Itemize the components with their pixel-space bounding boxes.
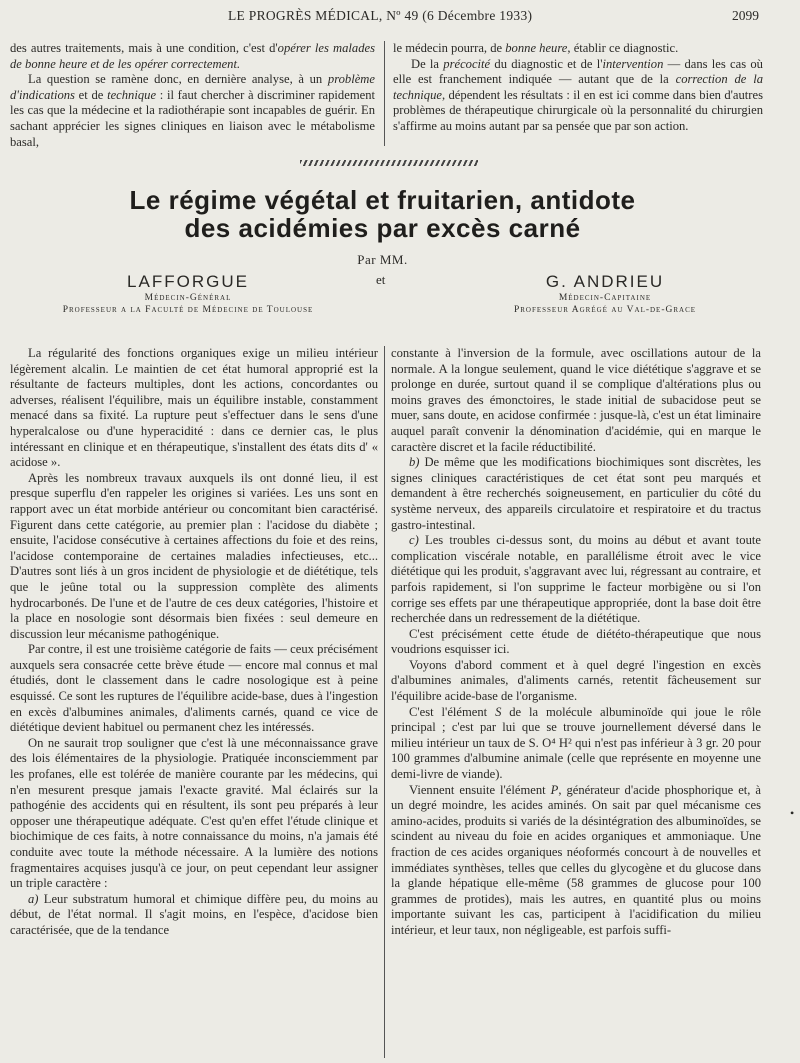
author-position: Professeur Agrégé au Val-de-Grace	[513, 305, 697, 315]
paragraph: Après les nombreux travaux auxquels ils ont donné lieu, il est presque superflu d'en rappeler les origines si variées. Les uns sont en rapport avec un état morbide antérieur ou concomitant bien caractérisé. Figurent dans cette catégorie, au premier plan : l'acidose du diabète ; ensuite, l'acidose consécutive à certaines affections du foie et des reins, l'acidose contemporaine de certaines maladies infectieuses, etc... D'autres sont liés à un gros incident de physiologie et de diététique, tels que le jeûne total ou la suppression complète des aliments hydrocarbonés. De l'une et de l'autre de ces deux catégories, l'histoire et la place en nosologie sont désormais bien fixées : seul demeure en discussion leur mécanisme pathogénique.	[10, 470, 378, 641]
author-andrieu	[445, 272, 765, 316]
column-divider	[384, 41, 385, 146]
byline-intro: Par MM.	[357, 252, 408, 267]
byline-and: et	[376, 272, 386, 287]
paragraph: La question se ramène donc, en dernière analyse, à un problème d'indications et de technique : il faut chercher à discriminer rapidement les cas que la médecine et la radiothérapie sont incapables de guérir. En sachant apprécier les signes cliniques en liaison avec le métabolisme basal,	[10, 72, 375, 149]
paragraph: Par contre, il est une troisième catégorie de faits — ceux précisément auxquels sera consacrée cette brève étude — encore mal connus et mal étudiés, dont le classement dans le cadre nosologique est à peine esquissé. Ce sont les ruptures de l'équilibre acide-base, dues à l'ingestion en excès d'albumines animales, d'aliments carnés, quand ce vice de diététique devient habituel ou permanent chez les intéressés.	[10, 642, 378, 735]
article-left-column	[10, 346, 378, 939]
previous-article-left-column	[10, 41, 375, 150]
author-name: G. ANDRIEU	[545, 272, 665, 291]
paragraph: b) De même que les modifications biochimiques sont discrètes, les signes cliniques caractéristiques de cet état sont peu marqués et demandent à être recherchés soigneusement, en particulier du côté du système nerveux, des appareils circulatoire et respiratoire et du tractus gastro-intestinal.	[391, 455, 761, 532]
paragraph: C'est précisément cette étude de diététo-thérapeutique que nous voudrions esquisser ici.	[391, 626, 761, 657]
page-number: 2099	[732, 8, 759, 23]
paragraph: constante à l'inversion de la formule, avec oscillations autour de la normale. A la longue seulement, quand le vice diététique s'aggrave et se prolonge en durée, surtout quand il se complique d'altérations plus ou moins graves des émonctoires, le stade initial de subacidose peut se muer, sans doute, en acidose confirmée : jusque-là, c'est un état liminaire auquel paraît convenir la dénomination d'acidémie, qui en marque le caractère discret et la facile réductibilité.	[391, 346, 761, 454]
author-position: Professeur a la Faculté de Médecine de Toulouse	[62, 305, 314, 315]
author-name: LAFFORGUE	[127, 272, 249, 291]
section-ornament	[300, 160, 478, 166]
article-title: Le régime végétal et fruitarien, antidote des acidémies par excès carné	[129, 185, 636, 243]
article-right-column	[391, 346, 761, 939]
author-rank: Médecin-Général	[144, 293, 232, 303]
paragraph: C'est l'élément S de la molécule albuminoïde qui joue le rôle principal ; c'est par lui que se trouve journellement déversé dans le milieu intérieur un taux de S. O⁴ H² qui n'est pas inférieur à 3 gr. 20 pour 100 grammes d'albumine animale (celle que représente en moyenne une demi-livre de viande).	[391, 704, 761, 782]
previous-article-right-column	[393, 41, 763, 135]
margin-mark: •	[790, 806, 795, 820]
paragraph: a) Leur substratum humoral et chimique diffère peu, du moins au début, de l'état normal. Il s'agit moins, en l'espèce, d'acidose bien caractérisée, que de la tendance	[10, 891, 378, 937]
paragraph: des autres traitements, mais à une condition, c'est d'opérer les malades de bonne heure et de les opérer correctement.	[10, 41, 375, 71]
paragraph: La régularité des fonctions organiques exige un milieu intérieur légèrement alcalin. Le maintien de cet état humoral approprié est la résultante de facteurs multiples, dont les actions, concordantes ou adverses, réalisent l'équilibre, mais un équilibre instable, constamment menacé dans sa fixité. La rupture peut s'effectuer dans le sens d'une hyperalcalose ou d'une hyperacidité : dans ce dernier cas, le plus intéressant en clinique et en thérapeutique, s'installent des états dits d' « acidose ».	[10, 346, 378, 470]
paragraph: le médecin pourra, de bonne heure, établir ce diagnostic.	[393, 41, 679, 55]
page-header	[0, 4, 800, 28]
column-divider	[384, 346, 385, 1058]
running-title: LE PROGRÈS MÉDICAL, Nº 49 (6 Décembre 1933)	[228, 8, 533, 23]
paragraph: De la précocité du diagnostic et de l'intervention — dans les cas où elle est franchement indiquée — autant que de la correction de la technique, dépendent les résultats : il en est ici comme dans bien d'autres problèmes de thérapeutique chirurgicale où la personnalité du chirurgien s'affirme au moins autant par sa pensée que par son action.	[393, 56, 763, 133]
paragraph: On ne saurait trop souligner que c'est là une méconnaissance grave des lois élémentaires de la physiologie. Pratiquée inconsciemment par les profanes, elle est tolérée de manière courante par les médecins, qui n'en mesurent presque jamais l'exacte gravité. Mal éclairés sur la pathogénie des accidents qui en résultent, ils sont peu préparés à leur opposer une thérapeutique adéquate. C'est qu'en effet l'étude clinique et biochimique de ces faits, à notre connaissance du moins, n'a jamais été conduite avec toute la méthode nécessaire. A la lumière des notions fragmentaires acquises jusqu'à ce jour, on peut cependant leur assigner un triple caractère :	[10, 735, 378, 891]
paragraph: Viennent ensuite l'élément P, générateur d'acide phosphorique et, à un degré moindre, les acides aminés. On sait par quel mécanisme ces amino-acides, produits si variés de la désintégration des albuminoïdes, se scindent au niveau du foie en acides organiques et ammoniaque. Une fraction de ces acides organiques néoformés concourt à de nouvelles et immédiates synthèses, telles que celles du glycogène et du glucose dans la glande hépatique elle-même (58 grammes de glucose pour 100 grammes de protides), mais les autres, en quantité plus ou moins importante suivant les cas, participent à l'acidification du milieu intérieur, et leur taux, non négligeable, est parfois suffi-	[391, 782, 761, 937]
paragraph: Voyons d'abord comment et à quel degré l'ingestion en excès d'albumines animales, d'aliments carnés, retentit fâcheusement sur l'équilibre acide-base de l'organisme.	[391, 657, 761, 704]
paragraph: c) Les troubles ci-dessus sont, du moins au début et avant toute complication viscérale notable, en parallélisme étroit avec le vice diététique qui les produit, s'aggravant avec lui, régressant au contraire, et parfois rapidement, si l'on supprime le facteur morbigène ou si l'on corrige ses effets par une thérapeutique appropriée, dont la base doit être recherchée dans un redressement de la diététique.	[391, 533, 761, 626]
author-lafforgue	[28, 272, 348, 316]
author-rank: Médecin-Capitaine	[558, 293, 652, 303]
